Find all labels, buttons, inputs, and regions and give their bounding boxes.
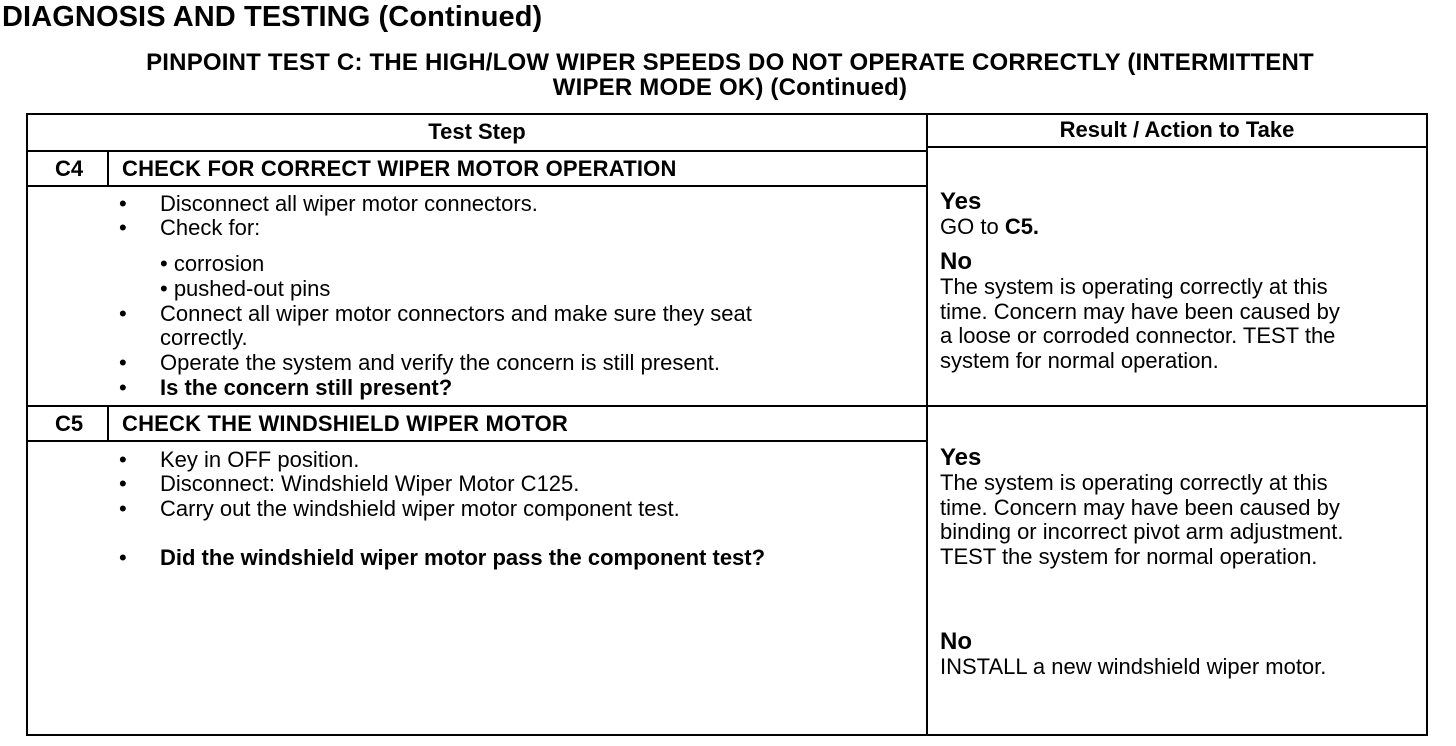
bullet-icon: • — [119, 350, 127, 375]
c4-step-disconnect: Disconnect all wiper motor connectors. — [160, 191, 538, 216]
step-id-c4: C4 — [54, 156, 84, 181]
c5-question: Did the windshield wiper motor pass the component test? — [160, 545, 766, 570]
c5-yes-action — [940, 471, 1420, 569]
table-right-border — [1426, 113, 1428, 736]
c5-yes-action-line-1: The system is operating correctly at this — [940, 470, 1328, 495]
c4-no-action-line-2: time. Concern may have been caused by — [940, 298, 1340, 324]
test-title-line-1: PINPOINT TEST C: THE HIGH/LOW WIPER SPEEDS DO NOT OPERATE CORRECTLY (INTERMITTENT — [146, 49, 1314, 76]
c4-step-connect-line-2: correctly. — [160, 325, 248, 350]
c4-no-label: No — [940, 248, 972, 275]
table-left-border — [26, 113, 28, 736]
c4-step-connect-line-1: Connect all wiper motor connectors and make sure they seat — [160, 301, 752, 326]
c5-yes-action-line-4: TEST the system for normal operation. — [940, 543, 1318, 569]
c4-c5-row-divider — [26, 405, 1428, 407]
c4-yes-action — [940, 215, 1420, 240]
bullet-icon: • — [119, 375, 127, 400]
step-title-c5: CHECK THE WINDSHIELD WIPER MOTOR — [122, 411, 568, 436]
c5-yes-action-line-3: binding or incorrect pivot arm adjustment. — [940, 519, 1344, 544]
bullet-icon: • — [119, 447, 127, 472]
c5-no-action: INSTALL a new windshield wiper motor. — [940, 654, 1327, 679]
test-step-header-rule — [26, 150, 928, 152]
step-id-c5: C5 — [54, 411, 84, 436]
bullet-icon: • — [119, 471, 127, 496]
result-header-rule — [926, 146, 1428, 148]
c4-check-item-corrosion: • corrosion — [160, 251, 265, 276]
c4-step-operate: Operate the system and verify the concern is still present. — [160, 350, 721, 375]
table-bottom-border — [26, 734, 1428, 736]
c4-check-item-pins: • pushed-out pins — [160, 276, 331, 301]
step-title-c4: CHECK FOR CORRECT WIPER MOTOR OPERATION — [122, 156, 677, 181]
bullet-icon: • — [119, 301, 127, 326]
c5-step-disconnect: Disconnect: Windshield Wiper Motor C125. — [160, 471, 580, 496]
c4-question: Is the concern still present? — [160, 375, 453, 400]
column-header-result: Result / Action to Take — [1059, 117, 1295, 142]
column-divider — [926, 113, 928, 736]
bullet-icon: • — [119, 191, 127, 216]
bullet-icon: • — [119, 496, 127, 521]
c4-no-action-line-3: a loose or corroded connector. TEST the — [940, 323, 1336, 348]
c4-no-action — [940, 275, 1420, 373]
test-title-line-2: WIPER MODE OK) (Continued) — [552, 74, 908, 101]
c5-no-label: No — [940, 628, 972, 655]
c4-no-action-line-4: system for normal operation. — [940, 347, 1219, 373]
c4-yes-action-text: GO to — [940, 214, 999, 239]
c5-title-rule — [26, 440, 928, 442]
c4-step-check-for: Check for: — [160, 215, 261, 240]
c5-step-key-off: Key in OFF position. — [160, 447, 360, 472]
c4-yes-label: Yes — [940, 188, 982, 215]
table-top-border — [26, 113, 1428, 115]
c4-no-action-line-1: The system is operating correctly at this — [940, 274, 1328, 299]
c5-step-component-test: Carry out the windshield wiper motor component test. — [160, 496, 680, 521]
bullet-icon: • — [119, 545, 127, 570]
column-header-test-step: Test Step — [428, 119, 526, 144]
pinpoint-test-title — [30, 50, 1430, 100]
c4-yes-step-ref: C5. — [1004, 214, 1040, 239]
section-title: DIAGNOSIS AND TESTING (Continued) — [2, 1, 543, 33]
c5-yes-action-line-2: time. Concern may have been caused by — [940, 494, 1340, 520]
c5-yes-label: Yes — [940, 444, 982, 471]
bullet-icon: • — [119, 215, 127, 240]
c4-title-rule — [26, 185, 928, 187]
